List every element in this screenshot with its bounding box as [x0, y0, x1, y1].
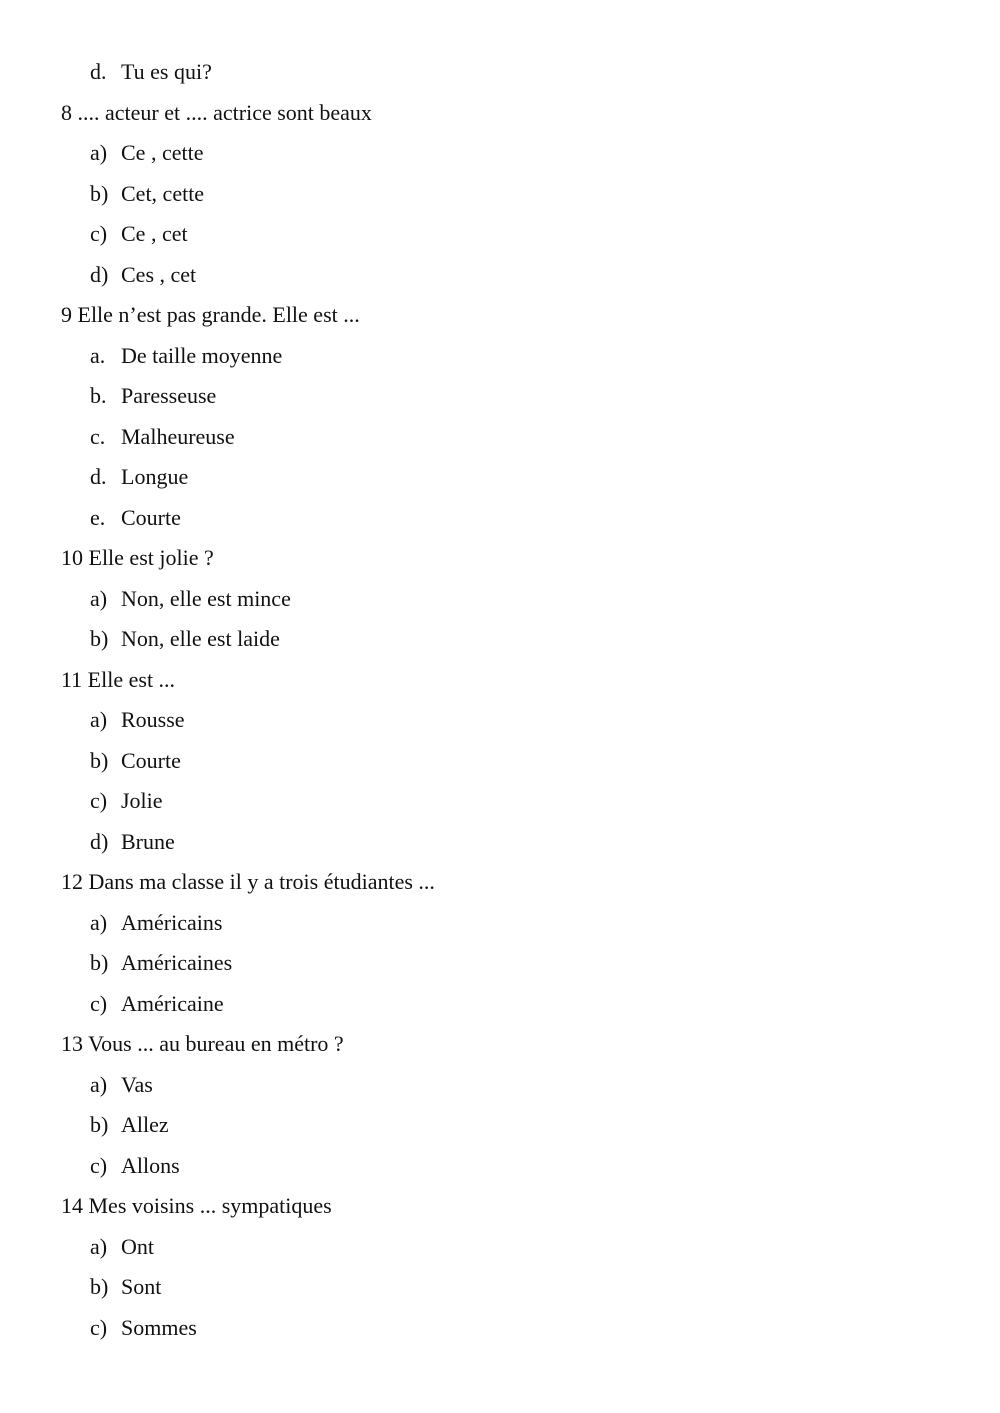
option-marker: a) — [90, 707, 108, 732]
option-text: Longue — [121, 464, 189, 489]
option-marker: a) — [90, 140, 108, 165]
option-line — [0, 1227, 1000, 1268]
option-marker: b) — [90, 950, 109, 975]
option-line — [0, 214, 1000, 255]
option-line — [0, 417, 1000, 458]
option-text: Jolie — [121, 788, 163, 813]
option-line — [0, 174, 1000, 215]
question-10: 10 Elle est jolie ? — [61, 545, 214, 570]
option-text: Non, elle est laide — [121, 626, 280, 651]
option-text: Non, elle est mince — [121, 585, 291, 611]
option-line — [0, 822, 1000, 863]
option-line — [0, 498, 1000, 539]
option-marker: c) — [90, 788, 108, 813]
option-text: Allez — [121, 1112, 169, 1137]
option-marker: d) — [90, 828, 109, 854]
question-12: 12 Dans ma classe il y a trois étudiantes ... — [61, 869, 435, 894]
option-marker: d. — [90, 464, 107, 489]
option-marker: a) — [90, 1071, 108, 1097]
option-text: Ce , cet — [121, 221, 188, 246]
option-marker: b) — [90, 747, 109, 773]
option-line — [0, 1146, 1000, 1187]
option-text: Américains — [121, 909, 223, 935]
option-line — [0, 1105, 1000, 1146]
option-marker: b. — [90, 383, 107, 408]
option-line — [0, 1065, 1000, 1106]
option-marker: a. — [90, 342, 106, 368]
option-line — [0, 903, 1000, 944]
option-marker: c) — [90, 1152, 108, 1178]
option-text: Courte — [121, 504, 181, 530]
option-line — [0, 255, 1000, 296]
option-line — [0, 1267, 1000, 1308]
question-11: 11 Elle est ... — [61, 666, 176, 692]
option-text: Ces , cet — [121, 261, 197, 287]
option-text: Américaines — [121, 950, 233, 975]
option-text: Ont — [121, 1233, 154, 1259]
option-line — [0, 336, 1000, 377]
option-marker: b) — [90, 1112, 109, 1137]
option-marker: c) — [90, 1314, 108, 1340]
option-line — [0, 1308, 1000, 1349]
option-text: Courte — [121, 747, 181, 773]
option-marker: c. — [90, 423, 106, 449]
option-marker: a) — [90, 1233, 108, 1259]
option-marker: b) — [90, 1274, 109, 1299]
option-text: De taille moyenne — [121, 342, 283, 368]
option-line — [0, 52, 1000, 93]
option-line — [0, 376, 1000, 417]
option-marker: b) — [90, 626, 109, 651]
option-marker: c) — [90, 221, 108, 246]
question-8: 8 .... acteur et .... actrice sont beaux — [61, 99, 372, 125]
option-marker: e. — [90, 504, 106, 530]
option-line — [0, 579, 1000, 620]
option-text: Sommes — [121, 1314, 197, 1340]
option-marker: a) — [90, 585, 108, 611]
option-text: Malheureuse — [121, 423, 235, 449]
option-marker: a) — [90, 909, 108, 935]
option-line — [0, 619, 1000, 660]
option-marker: d. — [90, 59, 107, 84]
option-line — [0, 700, 1000, 741]
option-text: Ce , cette — [121, 140, 204, 165]
option-marker: d) — [90, 261, 109, 287]
option-text: Cet, cette — [121, 180, 205, 206]
option-text: Rousse — [121, 707, 185, 732]
option-text: Allons — [121, 1152, 180, 1178]
option-marker: c) — [90, 990, 108, 1016]
option-text: Américaine — [121, 990, 224, 1016]
option-line — [0, 741, 1000, 782]
option-marker: b) — [90, 180, 109, 206]
option-text: Tu es qui? — [121, 59, 212, 84]
option-line — [0, 457, 1000, 498]
option-text: Brune — [121, 828, 175, 854]
question-13: 13 Vous ... au bureau en métro ? — [61, 1031, 344, 1056]
option-text: Paresseuse — [121, 383, 217, 408]
question-14: 14 Mes voisins ... sympatiques — [61, 1193, 332, 1218]
question-9: 9 Elle n’est pas grande. Elle est ... — [61, 302, 360, 327]
option-text: Sont — [121, 1274, 162, 1299]
option-text: Vas — [121, 1071, 153, 1097]
worksheet-page — [0, 52, 1000, 1348]
option-line — [0, 943, 1000, 984]
option-line — [0, 984, 1000, 1025]
option-line — [0, 133, 1000, 174]
option-line — [0, 781, 1000, 822]
